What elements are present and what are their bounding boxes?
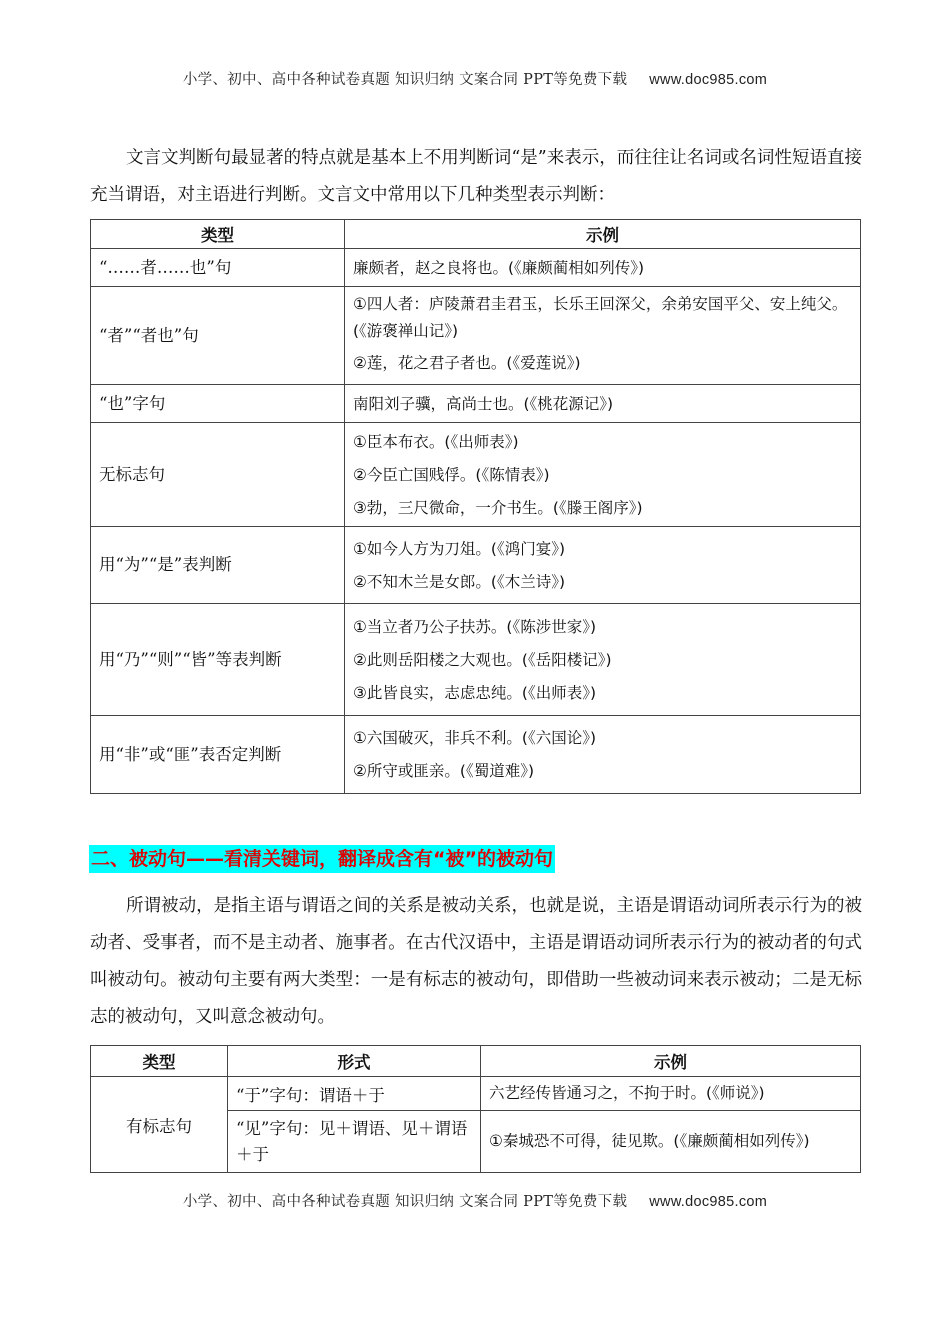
example-line: ②不知木兰是女郎。(《木兰诗》) bbox=[353, 572, 565, 591]
row-type: “者”“者也”句 bbox=[91, 287, 345, 385]
example-line: ①当立者乃公子扶苏。(《陈涉世家》) bbox=[353, 617, 596, 636]
header-site: www.doc985.com bbox=[649, 72, 768, 88]
table-row bbox=[91, 604, 861, 716]
table-row bbox=[91, 527, 861, 604]
intro-paragraph: 文言文判断句最显著的特点就是基本上不用判断词“是”来表示，而往往让名词或名词性短语直接充当谓语，对主语进行判断。文言文中常用以下几种类型表示判断： bbox=[90, 148, 862, 205]
row-example: ①秦城恐不可得，徒见欺。(《廉颇蔺相如列传》) bbox=[481, 1111, 861, 1173]
example-line: ②所守或匪亲。(《蜀道难》) bbox=[353, 762, 534, 780]
example-line: ③此皆良实，志虑忠纯。(《出师表》) bbox=[353, 683, 596, 702]
row-type: 用“乃”“则”“皆”等表判断 bbox=[91, 604, 345, 716]
example-line: ②莲，花之君子者也。(《爱莲说》) bbox=[353, 353, 581, 372]
row-examples bbox=[345, 423, 861, 527]
example-line: ①四人者：庐陵萧君圭君玉，长乐王回深父，余弟安国平父、安上纯父。(《游褒禅山记》) bbox=[353, 294, 848, 340]
row-examples bbox=[345, 249, 861, 287]
example-line: ②今臣亡国贱俘。(《陈情表》) bbox=[353, 465, 550, 484]
table-row bbox=[91, 385, 861, 423]
row-type: 用“非”或“匪”表否定判断 bbox=[91, 716, 345, 794]
header-example: 示例 bbox=[345, 220, 861, 249]
example-line: ①臣本布衣。(《出师表》) bbox=[353, 432, 519, 451]
row-examples bbox=[345, 287, 861, 385]
page-header bbox=[0, 68, 950, 89]
header-text: 小学、初中、高中各种试卷真题 知识归纳 文案合同 PPT等免费下载 bbox=[182, 72, 628, 88]
row-type: 用“为”“是”表判断 bbox=[91, 527, 345, 604]
row-type: “也”字句 bbox=[91, 385, 345, 423]
row-form: “见”字句：见＋谓语、见＋谓语＋于 bbox=[228, 1111, 481, 1173]
row-type: “……者……也”句 bbox=[91, 249, 345, 287]
example-line: ②此则岳阳楼之大观也。(《岳阳楼记》) bbox=[353, 650, 612, 669]
header-type: 类型 bbox=[91, 1046, 228, 1077]
row-examples bbox=[345, 716, 861, 794]
footer-text: 小学、初中、高中各种试卷真题 知识归纳 文案合同 PPT等免费下载 bbox=[182, 1194, 628, 1210]
example-line: 廉颇者，赵之良将也。(《廉颇蔺相如列传》) bbox=[353, 258, 645, 277]
table-row bbox=[91, 287, 861, 385]
section-heading: 二、被动句——看清关键词，翻译成含有“被”的被动句 bbox=[89, 845, 555, 873]
table-row bbox=[91, 249, 861, 287]
example-line: 南阳刘子骥，高尚士也。(《桃花源记》) bbox=[353, 394, 614, 413]
table-header-row bbox=[91, 220, 861, 249]
example-line: ③勃，三尺微命，一介书生。(《滕王阁序》) bbox=[353, 498, 643, 517]
row-examples bbox=[345, 527, 861, 604]
table-row bbox=[91, 423, 861, 527]
example-line: ①六国破灭，非兵不利。(《六国论》) bbox=[353, 729, 596, 747]
page-footer bbox=[0, 1190, 950, 1211]
table-row bbox=[91, 716, 861, 794]
row-example: 六艺经传皆通习之，不拘于时。(《师说》) bbox=[481, 1077, 861, 1111]
table-header-row bbox=[91, 1046, 861, 1077]
passive-sentence-table bbox=[90, 1045, 861, 1173]
passive-intro-paragraph: 所谓被动，是指主语与谓语之间的关系是被动关系，也就是说，主语是谓语动词所表示行为的被动者、受事者，而不是主动者、施事者。在古代汉语中，主语是谓语动词所表示行为的被动者的句式叫被动句。被动句主要有两大类型：一是有标志的被动句，即借助一些被动词来表示被动；二是无标志的被动句，又叫意念被动句。 bbox=[90, 896, 862, 1027]
row-form: “于”字句：谓语＋于 bbox=[228, 1077, 481, 1111]
table-row bbox=[91, 1077, 861, 1111]
footer-site: www.doc985.com bbox=[649, 1194, 768, 1210]
judgment-sentence-table bbox=[90, 219, 861, 794]
row-examples bbox=[345, 385, 861, 423]
header-form: 形式 bbox=[228, 1046, 481, 1077]
example-line: ①如今人方为刀俎。(《鸿门宴》) bbox=[353, 539, 565, 558]
header-example: 示例 bbox=[481, 1046, 861, 1077]
row-examples bbox=[345, 604, 861, 716]
row-type: 无标志句 bbox=[91, 423, 345, 527]
header-type: 类型 bbox=[91, 220, 345, 249]
group-type: 有标志句 bbox=[91, 1077, 228, 1173]
